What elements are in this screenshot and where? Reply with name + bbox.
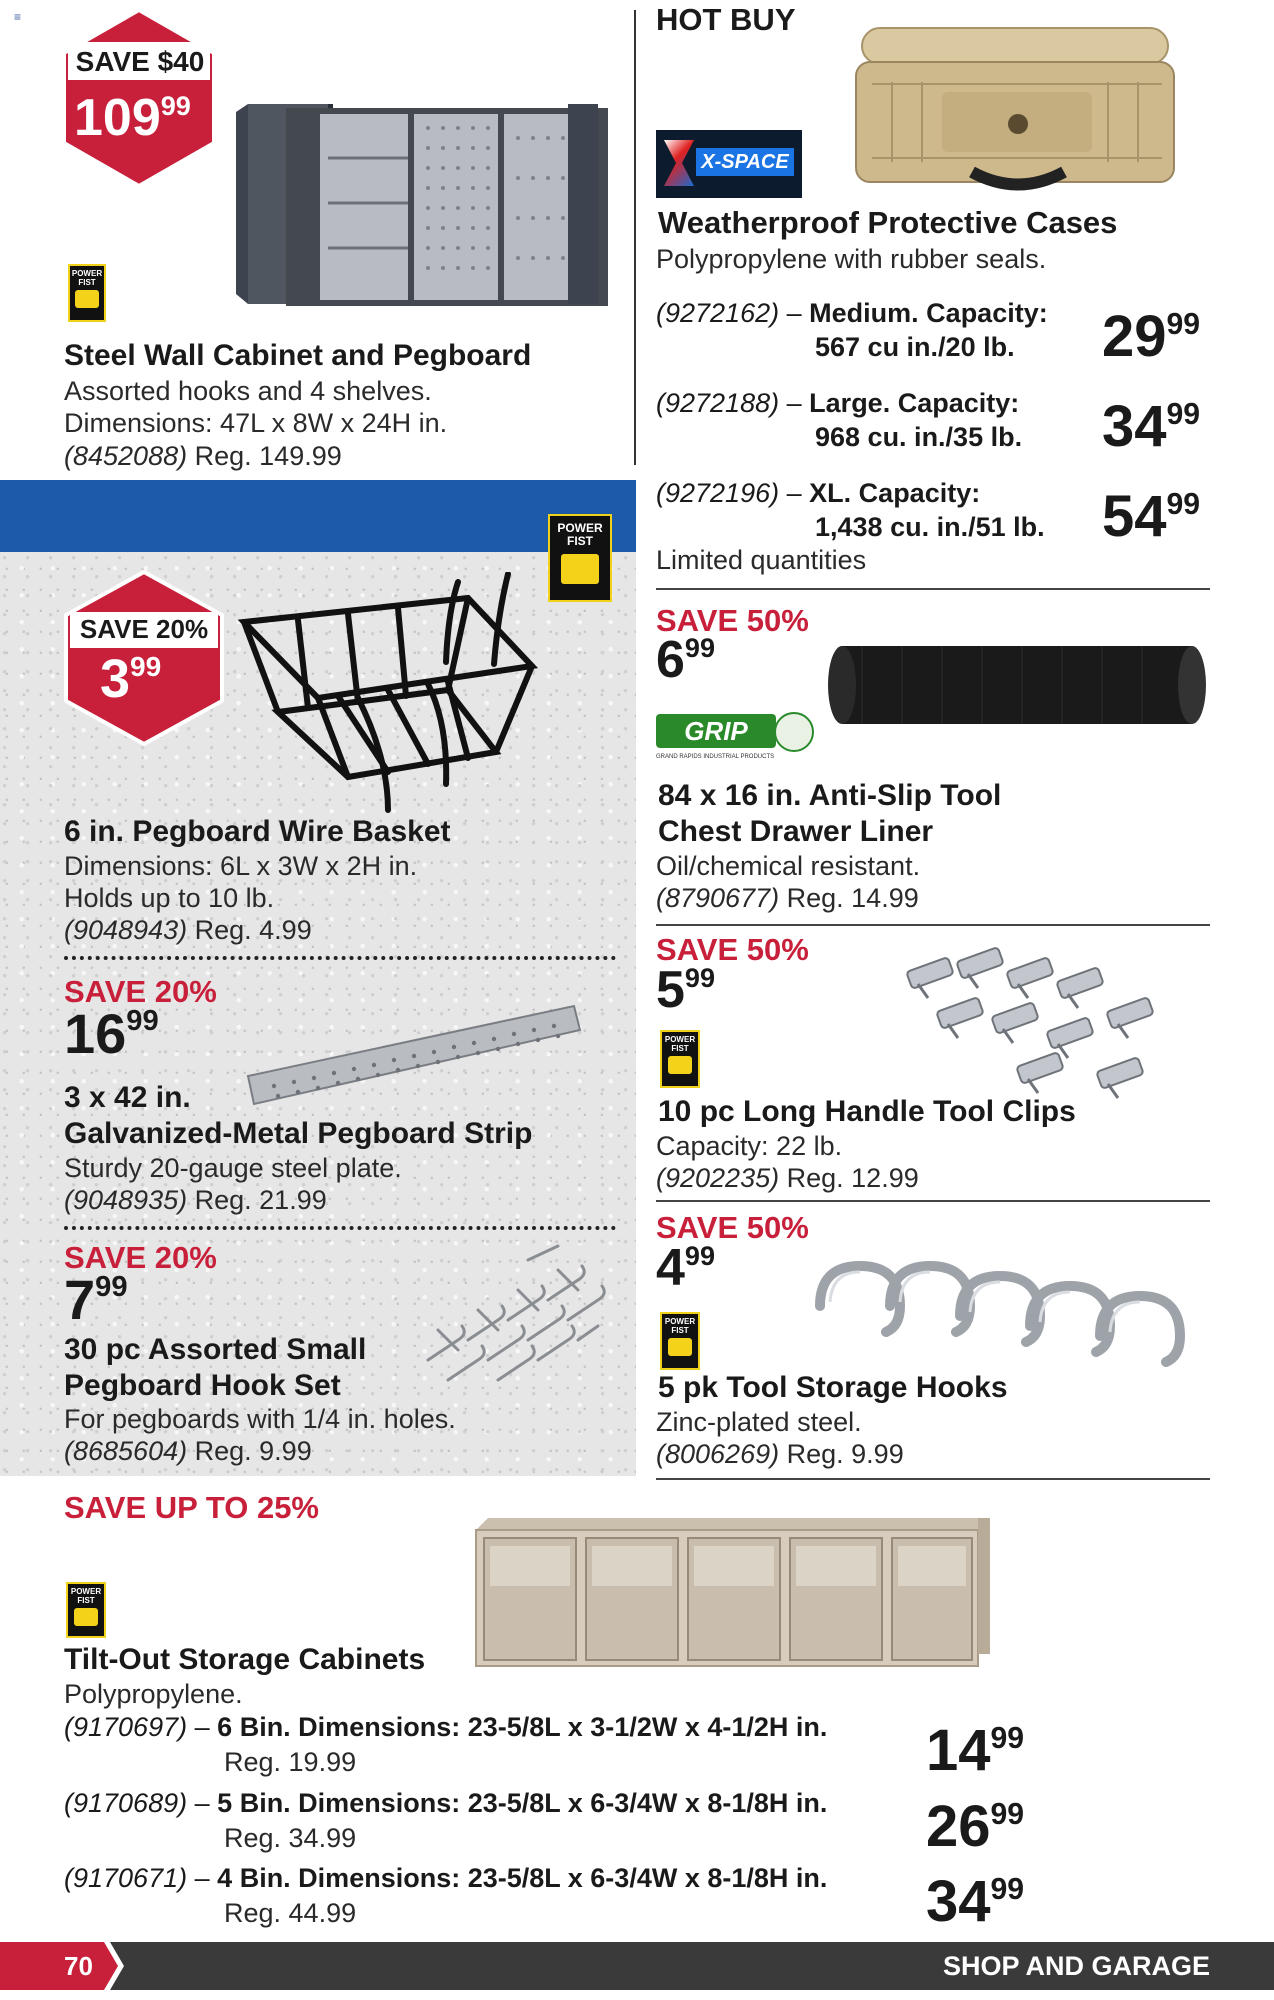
product-price: $5^{99}$ (656, 961, 715, 1019)
product-title: Pegboard Hook Set (64, 1369, 341, 1402)
limited-note: Limited quantities (656, 545, 867, 575)
product-desc: Sturdy 20-gauge steel plate. (64, 1153, 402, 1183)
strip-image (244, 1000, 584, 1110)
save-label: SAVE UP TO 25% (64, 1490, 319, 1525)
divider (656, 924, 1210, 926)
product-desc: Zinc-plated steel. (656, 1407, 862, 1437)
hot-buy-label: HOT BUY (656, 2, 796, 37)
product-sku-line: (8685604) Reg. 9.99 (64, 1436, 312, 1466)
brand-logo: POWER FIST (660, 1312, 700, 1370)
brand-logo: POWER FIST (68, 264, 106, 322)
save-badge-label: SAVE 20% (79, 614, 209, 644)
section-title: SHOP AND GARAGE (942, 1951, 1210, 1981)
product-title: Galvanized-Metal Pegboard Strip (64, 1117, 533, 1150)
tiltout-image (472, 1516, 994, 1672)
page-number: 70 (64, 1951, 93, 1981)
badge-price: $109^{99}$ (74, 89, 191, 147)
product-desc: Polypropylene with rubber seals. (656, 244, 1047, 274)
case-item-large-capacity: 968 cu. in./35 lb. (815, 422, 1023, 452)
badge-price: $3^{99}$ (100, 649, 162, 709)
save-label: SAVE 20% (64, 974, 217, 1009)
product-title: Chest Drawer Liner (658, 815, 934, 848)
case-item-medium: (9272162) – Medium. Capacity: (656, 298, 1048, 328)
page-tab (0, 1942, 124, 1990)
product-desc: Oil/chemical resistant. (656, 851, 921, 881)
product-desc: Assorted hooks and 4 shelves. (64, 376, 432, 406)
product-title: Weatherproof Protective Cases (658, 205, 1118, 240)
hooks-image (800, 1246, 1190, 1376)
product-desc: Capacity: 22 lb. (656, 1131, 843, 1161)
product-title-line1: 84 x 16 in. Anti-Slip Tool (658, 779, 1002, 812)
brand-logo: X-SPACE (656, 130, 802, 198)
liner-image (822, 636, 1212, 736)
product-title: Tilt-Out Storage Cabinets (64, 1643, 426, 1676)
save-label: SAVE 50% (656, 1210, 809, 1245)
tiltout-item-5bin: (9170689) – 5 Bin. Dimensions: 23-5/8L x 6-3/4W x 8-1/8H in. (64, 1788, 828, 1818)
divider (656, 588, 1210, 590)
product-title: 5 pk Tool Storage Hooks (658, 1371, 1008, 1404)
product-sku-line: (8790677) Reg. 14.99 (656, 883, 919, 913)
product-title: 10 pc Long Handle Tool Clips (658, 1095, 1076, 1128)
product-title-size: 3 x 42 in. (64, 1081, 191, 1114)
tiltout-reg-6bin: Reg. 19.99 (224, 1747, 357, 1777)
divider (64, 956, 616, 960)
cabinet-image (228, 98, 608, 313)
product-dimensions: Dimensions: 6L x 3W x 2H in. (64, 851, 418, 881)
case-image (852, 22, 1182, 192)
case-item-large: (9272188) – Large. Capacity: (656, 388, 1020, 418)
save-label: SAVE 50% (656, 603, 809, 638)
tiltout-5bin-price: $26^{99}$ (926, 1794, 1025, 1859)
product-price: $4^{99}$ (656, 1239, 715, 1297)
save-label: SAVE 50% (656, 932, 809, 967)
divider (64, 1226, 616, 1230)
basket-image (238, 572, 546, 817)
case-xl-price: $54^{99}$ (1102, 484, 1201, 549)
product-desc: For pegboards with 1/4 in. holes. (64, 1404, 456, 1434)
product-sku-line: (8006269) Reg. 9.99 (656, 1439, 904, 1469)
tiltout-reg-5bin: Reg. 34.99 (224, 1823, 357, 1853)
product-sku-line: (9048935) Reg. 21.99 (64, 1185, 327, 1215)
clips-image (898, 934, 1208, 1114)
product-price: $6^{99}$ (656, 631, 715, 689)
case-item-xl: (9272196) – XL. Capacity: (656, 478, 981, 508)
product-title: Steel Wall Cabinet and Pegboard (64, 339, 532, 372)
product-sku-line: (9202235) Reg. 12.99 (656, 1163, 919, 1193)
product-price: $7^{99}$ (64, 1268, 128, 1331)
hookset-image (408, 1240, 618, 1400)
divider (656, 1478, 1210, 1480)
brand-logo: POWER FIST (548, 514, 612, 602)
tiltout-item-4bin: (9170671) – 4 Bin. Dimensions: 23-5/8L x 6-3/4W x 8-1/8H in. (64, 1863, 828, 1893)
brand-logo: GRIP GRAND RAPIDS INDUSTRIAL PRODUCTS (656, 712, 812, 770)
divider (656, 1200, 1210, 1202)
product-sku-line: (9048943) Reg. 4.99 (64, 915, 312, 945)
case-medium-price: $29^{99}$ (1102, 304, 1201, 369)
blue-band (0, 480, 636, 552)
brand-logo: POWER FIST (66, 1582, 106, 1638)
product-desc: Holds up to 10 lb. (64, 883, 275, 913)
tiltout-reg-4bin: Reg. 44.99 (224, 1898, 357, 1928)
product-title-line1: 30 pc Assorted Small (64, 1333, 367, 1366)
case-item-medium-capacity: 567 cu in./20 lb. (815, 332, 1015, 362)
tiltout-item-6bin: (9170697) – 6 Bin. Dimensions: 23-5/8L x 3-1/2W x 4-1/2H in. (64, 1712, 828, 1742)
column-divider (634, 10, 636, 465)
product-sku-line: (8452088) Reg. 149.99 (64, 441, 342, 471)
brand-logo: POWER FIST (660, 1030, 700, 1088)
save-badge-label: SAVE $40 (75, 46, 205, 77)
case-item-xl-capacity: 1,438 cu. in./51 lb. (815, 512, 1045, 542)
product-desc: Polypropylene. (64, 1679, 243, 1709)
case-large-price: $34^{99}$ (1102, 394, 1201, 459)
save-label: SAVE 20% (64, 1240, 217, 1275)
tiltout-4bin-price: $34^{99}$ (926, 1869, 1025, 1934)
corner-mark: ≡ (14, 10, 22, 24)
product-price: $16^{99}$ (64, 1002, 159, 1065)
product-title: 6 in. Pegboard Wire Basket (64, 815, 451, 848)
product-dimensions: Dimensions: 47L x 8W x 24H in. (64, 408, 448, 438)
tiltout-6bin-price: $14^{99}$ (926, 1718, 1025, 1783)
